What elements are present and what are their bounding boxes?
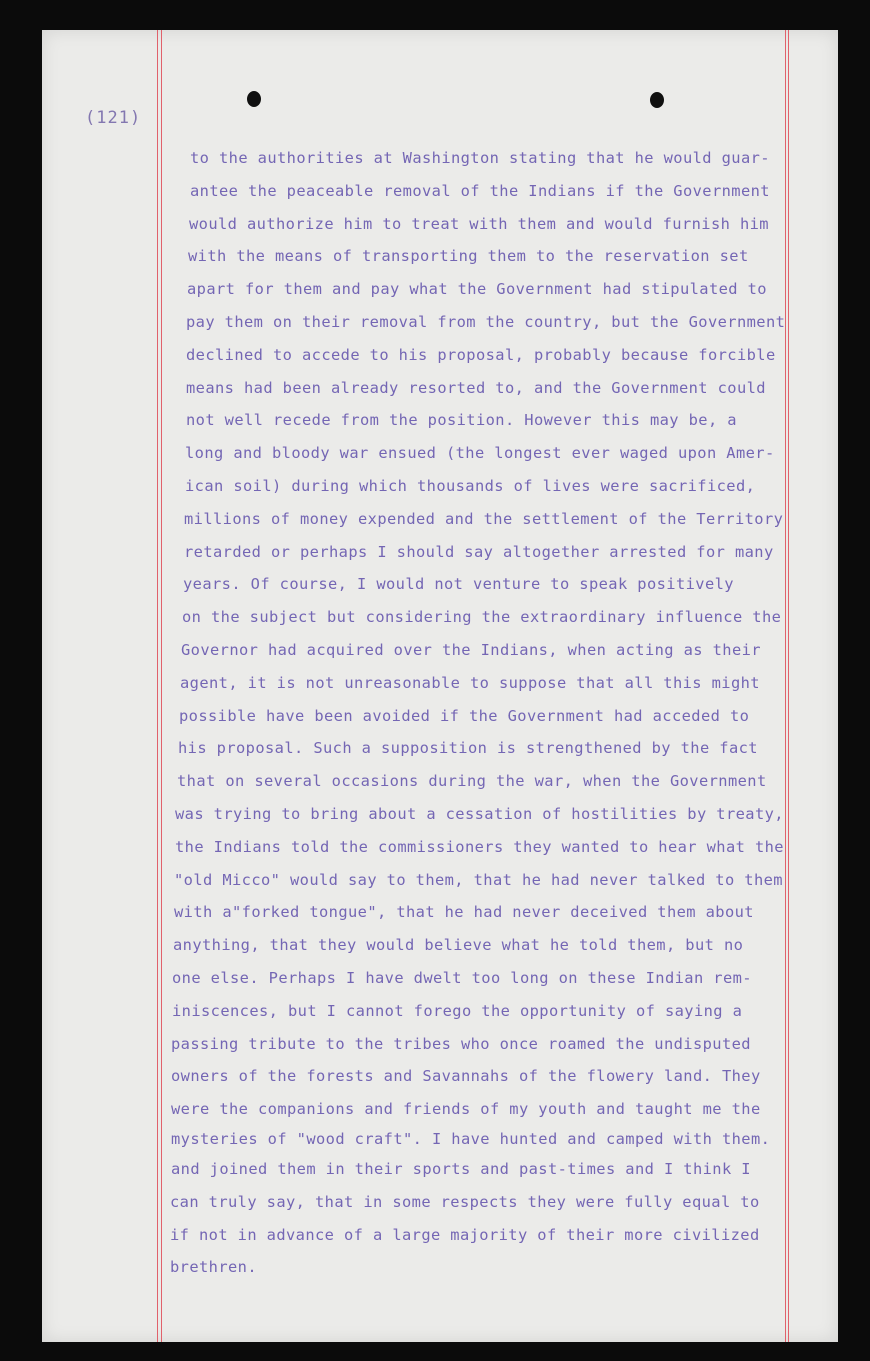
text-line: with a"forked tongue", that he had never deceived them about <box>174 903 754 922</box>
text-line: mysteries of "wood craft". I have hunted and camped with them. <box>171 1129 771 1148</box>
text-line: was trying to bring about a cessation of hostilities by treaty, <box>175 804 784 823</box>
text-line: brethren. <box>170 1258 257 1277</box>
text-line: apart for them and pay what the Government had stipulated to <box>187 280 767 299</box>
text-line: means had been already resorted to, and the Government could <box>186 378 766 397</box>
text-line: Governor had acquired over the Indians, when acting as their <box>181 640 761 659</box>
text-line: antee the peaceable removal of the Indians if the Government <box>190 181 770 200</box>
text-line: pay them on their removal from the country, but the Government <box>186 312 786 331</box>
page-number: (121) <box>85 108 142 128</box>
text-line: owners of the forests and Savannahs of the flowery land. They <box>171 1067 761 1086</box>
left-margin-line-inner <box>161 30 162 1342</box>
text-line: agent, it is not unreasonable to suppose that all this might <box>180 673 760 692</box>
punch-hole <box>650 92 664 108</box>
text-line: would authorize him to treat with them and would furnish him <box>189 214 769 233</box>
typed-page <box>42 30 838 1342</box>
text-line: with the means of transporting them to the reservation set <box>188 247 749 266</box>
text-line: "old Micco" would say to them, that he had never talked to them <box>174 870 783 889</box>
text-line: passing tribute to the tribes who once roamed the undisputed <box>171 1034 751 1053</box>
text-line: anything, that they would believe what he told them, but no <box>173 936 744 955</box>
text-line: years. Of course, I would not venture to speak positively <box>183 575 734 594</box>
text-line: declined to accede to his proposal, probably because forcible <box>186 345 776 364</box>
left-margin-line <box>157 30 158 1342</box>
text-line: iniscences, but I cannot forego the opportunity of saying a <box>172 1001 743 1020</box>
text-line: ican soil) during which thousands of lives were sacrificed, <box>185 476 756 495</box>
text-line: retarded or perhaps I should say altogether arrested for many <box>184 542 774 561</box>
text-line: one else. Perhaps I have dwelt too long on these Indian rem- <box>172 968 752 987</box>
text-line: can truly say, that in some respects they were fully equal to <box>170 1192 760 1211</box>
text-line: millions of money expended and the settlement of the Territory <box>184 509 784 528</box>
text-line: not well recede from the position. However this may be, a <box>186 411 737 430</box>
text-line: long and bloody war ensued (the longest ever waged upon Amer- <box>185 444 775 463</box>
body-text <box>170 142 830 1284</box>
punch-hole <box>247 91 261 107</box>
text-line: were the companions and friends of my youth and taught me the <box>171 1100 761 1119</box>
text-line: possible have been avoided if the Government had acceded to <box>179 706 750 725</box>
text-line: on the subject but considering the extraordinary influence the <box>182 608 782 627</box>
text-line: and joined them in their sports and past-times and I think I <box>171 1159 751 1178</box>
text-line: that on several occasions during the war, when the Government <box>177 772 767 791</box>
text-line: the Indians told the commissioners they wanted to hear what the <box>175 837 784 856</box>
text-line: to the authorities at Washington stating that he would guar- <box>190 149 770 167</box>
text-line: his proposal. Such a supposition is strengthened by the fact <box>178 739 758 758</box>
text-line: if not in advance of a large majority of their more civilized <box>170 1225 760 1244</box>
